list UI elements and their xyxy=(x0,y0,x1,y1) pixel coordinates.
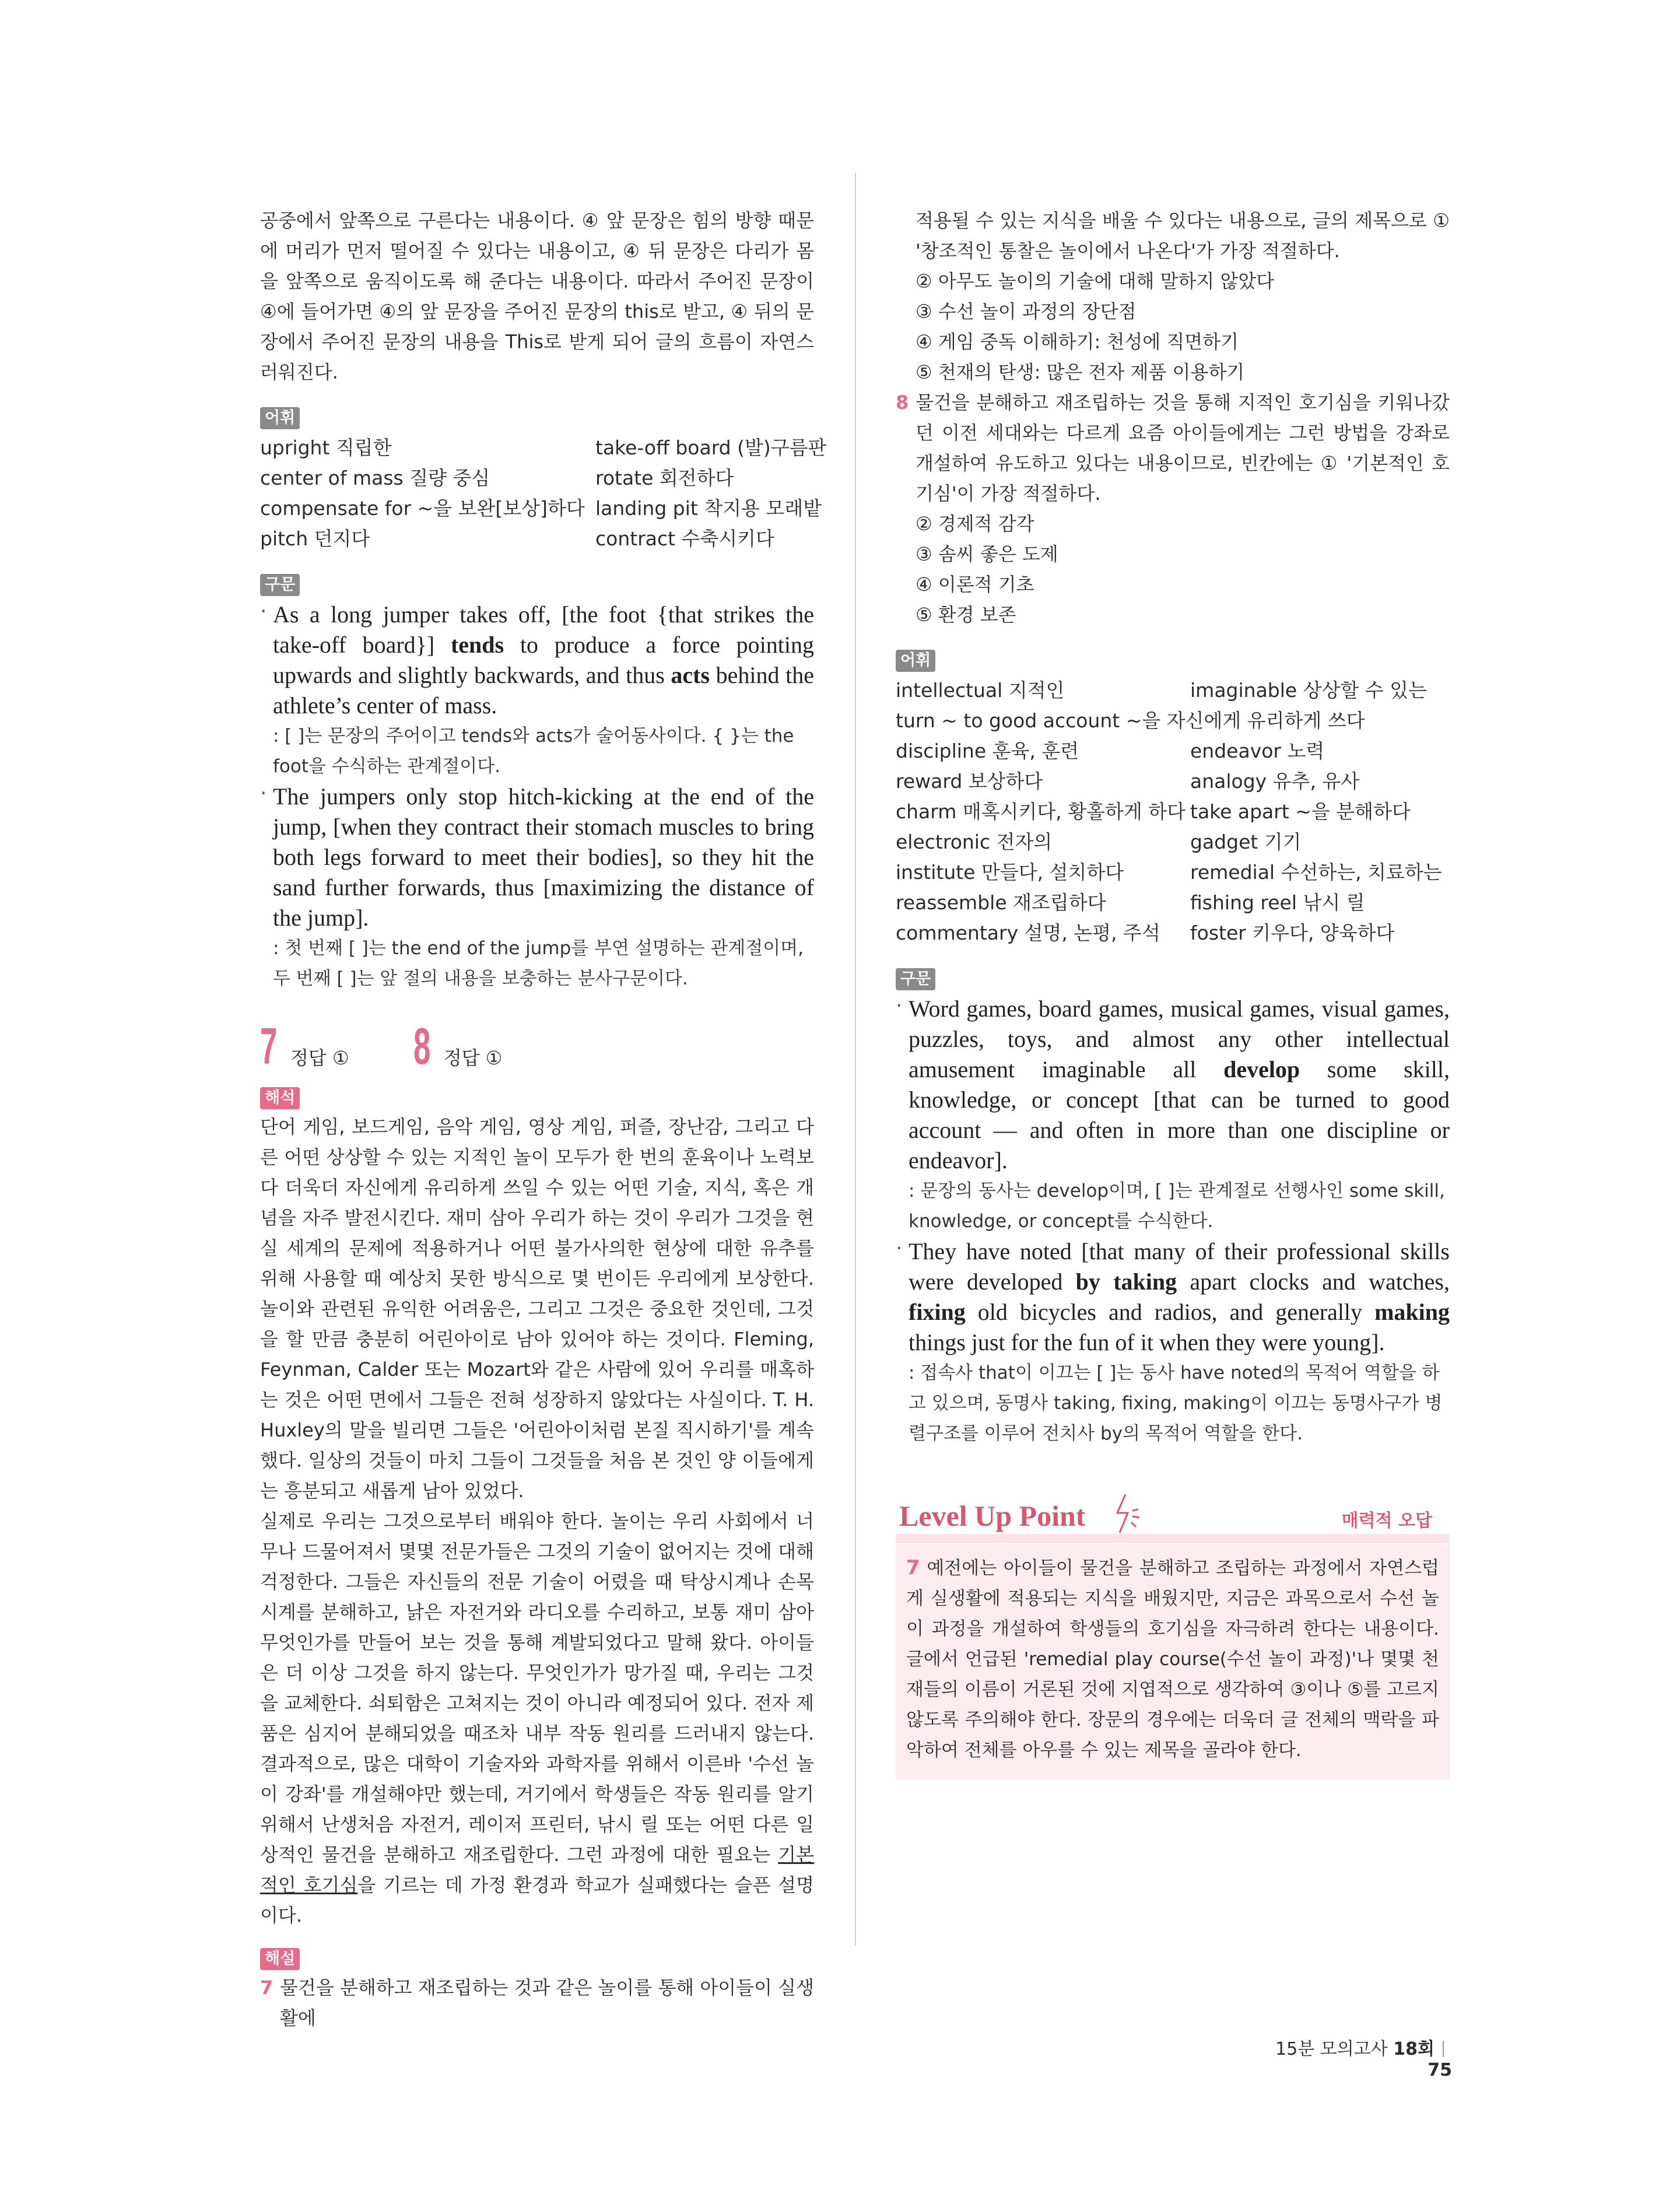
explanation-8: 8 물건을 분해하고 재조립하는 것을 통해 지적인 호기심을 키워나갔던 이전 세대와는 다르게 요즘 아이들에게는 그런 방법을 강좌로 개설하여 유도하고 있다는 내용이므로, 빈칸에는 ① '기본적인 호기심'이 가장 적절하다. xyxy=(896,387,1450,509)
translation-paragraph-2: 실제로 우리는 그것으로부터 배워야 한다. 놀이는 우리 사회에서 너무나 드물어져서 몇몇 전문가들은 그것의 기술이 없어지는 것에 대해 걱정한다. 그들은 자신들의 전문 기술이 어렸을 때 탁상시계나 손목시계를 분해하고, 낡은 자전거와 라디오를 수리하고, 보통 재미 삼아 무엇인가를 만들어 보는 것을 통해 계발되었다고 말해 왔다. 아이들은 더 이상 그것을 하지 않는다. 무엇인가가 망가질 때, 우리는 그것을 교체한다. 쇠퇴함은 고쳐지는 것이 아니라 예정되어 있다. 전자 제품은 심지어 분해되었을 때조차 내부 작동 원리를 드러내지 않는다. 결과적으로, 많은 대학이 기술자와 과학자를 위해서 이른바 '수선 놀이 강좌'를 개설해야만 했는데, 거기에서 학생들은 작동 원리를 알기 위해서 난생처음 자전거, 레이저 프린터, 낚시 릴 또는 어떤 다른 일상적인 물건을 분해하고 재조립한다. 그런 과정에 대한 필요는 기본적인 호기심을 기르는 데 가정 환경과 학교가 실패했다는 슬픈 설명이다. xyxy=(260,1510,814,1926)
choice-item: ② 아무도 놀이의 기술에 대해 말하지 않았다 xyxy=(916,270,1275,292)
vocab-item: endeavor 노력 xyxy=(1190,740,1325,762)
vocab-item: reassemble 재조립하다 xyxy=(896,891,1106,914)
vocab-item: remedial 수선하는, 치료하는 xyxy=(1190,861,1442,884)
syntax-sentence-2: · They have noted [that many of their professional skills were developed by taking apart clocks and watches, fixing old bicycles and radios, and generally making things just for the fun of it when they were young]. : 접속사 that이 이끄는 [ ]는 동사 have noted의 목적어 역할을 하고 있으며, 동명사 taking, fixing, making이 이끄는 동명사구가 병렬구조를 이루어 전치사 by의 목적어 역할을 한다. xyxy=(896,1236,1450,1449)
vocab-item: pitch 던지다 xyxy=(260,527,370,550)
question-number: 7 xyxy=(906,1556,920,1579)
explanation-7-continued: 적용될 수 있는 지식을 배울 수 있다는 내용으로, 글의 제목으로 ① '창조적인 통찰은 놀이에서 나온다'가 가장 적절하다. xyxy=(916,209,1450,262)
vocab-item: reward 보상하다 xyxy=(896,770,1043,793)
bullet-dot-icon: · xyxy=(896,1236,903,1260)
answer-number: 8 xyxy=(413,1017,431,1075)
vocab-item: imaginable 상상할 수 있는 xyxy=(1190,679,1427,702)
page-footer xyxy=(1254,2034,1452,2080)
vocab-item: center of mass 질량 중심 xyxy=(260,467,490,489)
vocab-item: fishing reel 낚시 릴 xyxy=(1190,891,1365,914)
bullet-dot-icon: · xyxy=(260,782,267,805)
vocab-item: institute 만들다, 설치하다 xyxy=(896,861,1124,884)
vocab-item: rotate 회전하다 xyxy=(595,467,734,489)
vocab-item: upright 직립한 xyxy=(260,436,392,459)
translation-tag: 해석 xyxy=(260,1087,300,1109)
left-column xyxy=(260,205,827,2033)
vocab-item: contract 수축시키다 xyxy=(595,527,774,550)
syntax-sentence-1: · Word games, board games, musical games, visual games, puzzles, toys, and almost any other intellectual amusement imaginable all develop some skill, knowledge, or concept [that can be turned to good account — and often in more than one discipline or endeavor]. : 문장의 동사는 develop이며, [ ]는 관계절로 선행사인 some skill, knowledge, or concept를 수식한다. xyxy=(896,994,1450,1236)
vocab-item: discipline 훈육, 훈련 xyxy=(896,740,1079,762)
level-up-bar xyxy=(896,1534,1450,1543)
answer-number: 7 xyxy=(260,1017,278,1075)
bullet-dot-icon: · xyxy=(896,994,903,1018)
vocab-item: take apart ~을 분해하다 xyxy=(1190,800,1411,823)
level-up-title: Level Up Point xyxy=(899,1499,1086,1532)
syntax-tag: 구문 xyxy=(896,968,935,990)
footer-round: 18회 xyxy=(1393,2039,1435,2059)
syntax-note: : 문장의 동사는 develop이며, [ ]는 관계절로 선행사인 some skill, knowledge, or concept를 수식한다. xyxy=(909,1180,1445,1232)
syntax-note: : 접속사 that이 이끄는 [ ]는 동사 have noted의 목적어 역할을 하고 있으며, 동명사 taking, fixing, making이 이끄는 동명사구가 병렬구조를 이루어 전치사 by의 목적어 역할을 한다. xyxy=(909,1362,1443,1444)
choice-item: ④ 게임 중독 이해하기: 천성에 직면하기 xyxy=(916,331,1239,353)
vocab-list xyxy=(896,675,1450,948)
choice-item: ③ 수선 놀이 과정의 장단점 xyxy=(916,300,1137,323)
level-up-side-label: 매력적 오답 xyxy=(1341,1511,1432,1531)
level-up-content: 7 예전에는 아이들이 물건을 분해하고 조립하는 과정에서 자연스럽게 실생활에 적용되는 지식을 배웠지만, 지금은 과목으로서 수선 놀이 과정을 개설하여 학생들의 호기심을 자극하려 한다는 내용이다. 글에서 언급된 'remedial play course(수선 놀이 과정)'나 몇몇 천재들의 이름이 거론된 것에 지엽적으로 생각하여 ③이나 ⑤를 고르지 않도록 주의해야 한다. 장문의 경우에는 더욱더 글 전체의 맥락을 파악하여 전체를 아우를 수 있는 제목을 골라야 한다. xyxy=(896,1544,1450,1779)
vocab-tag: 어휘 xyxy=(260,407,300,429)
vocab-item: charm 매혹시키다, 황홀하게 하다 xyxy=(896,800,1186,823)
footer-label: 15분 모의고사 xyxy=(1275,2039,1388,2059)
explanation-tag: 해설 xyxy=(260,1948,300,1970)
translation-paragraph-1: 단어 게임, 보드게임, 음악 게임, 영상 게임, 퍼즐, 장난감, 그리고 다른 어떤 상상할 수 있는 지적인 놀이 모두가 한 번의 훈육이나 노력보다 더욱더 자신에게 유리하게 쓰일 수 있는 어떤 기술, 지식, 혹은 개념을 자주 발전시킨다. 재미 삼아 우리가 하는 것이 우리가 그것을 현실 세계의 문제에 적용하거나 어떤 불가사의한 현상에 대한 유추를 위해 사용할 때 예상치 못한 방식으로 몇 번이든 우리에게 보상한다. 놀이와 관련된 유익한 어려움은, 그리고 그것은 중요한 것인데, 그것을 할 만큼 충분히 어린아이로 남아 있어야 하는 것이다. Fleming, Feynman, Calder 또는 Mozart와 같은 사람에 있어 우리를 매혹하는 것은 어떤 면에서 그들은 전혀 성장하지 않았다는 사실이다. T. H. Huxley의 말을 빌리면 그들은 '어린아이처럼 본질 직시하기'를 계속했다. 일상의 것들이 마치 그들이 그것들을 처음 본 것인 양 이들에게는 흥분되고 새롭게 남아 있었다. xyxy=(260,1116,814,1502)
choice-item: ④ 이론적 기초 xyxy=(916,573,1034,595)
answer-label: 정답 ① xyxy=(290,1047,349,1069)
vocab-item: gadget 기기 xyxy=(1190,831,1302,853)
vocab-item: analogy 유추, 유사 xyxy=(1190,770,1360,793)
underlined-answer: 기본적인 호기심 xyxy=(260,1844,814,1896)
vocab-item: foster 키우다, 양육하다 xyxy=(1190,921,1395,944)
vocab-item: intellectual 지적인 xyxy=(896,679,1065,702)
choice-item: ⑤ 천재의 탄생: 많은 전자 제품 이용하기 xyxy=(916,361,1245,383)
vocab-list xyxy=(260,433,827,554)
vocab-item: compensate for ~을 보완[보상]하다 xyxy=(260,497,585,520)
syntax-sentence-1: · As a long jumper takes off, [the foot {that strikes the take-off board}] tends to produce a force pointing upwards and slightly backwards, and thus acts behind the athlete’s center of mass. : [ ]는 문장의 주어이고 tends와 acts가 술어동사이다. { }는 the foot을 수식하는 관계절이다. xyxy=(260,600,814,782)
vocab-item: turn ~ to good account ~을 자신에게 유리하게 쓰다 xyxy=(896,709,1365,732)
syntax-note: : 첫 번째 [ ]는 the end of the jump를 부연 설명하는 관계절이며, 두 번째 [ ]는 앞 절의 내용을 보충하는 분사구문이다. xyxy=(273,938,804,989)
explanation-7: 7 물건을 분해하고 재조립하는 것과 같은 놀이를 통해 아이들이 실생활에 xyxy=(260,1972,814,2033)
column-divider xyxy=(855,173,856,1946)
footer-separator xyxy=(1443,2041,1444,2057)
choice-item: ⑤ 환경 보존 xyxy=(916,604,1016,626)
vocab-item: landing pit 착지용 모래밭 xyxy=(595,497,822,520)
choice-item: ③ 솜씨 좋은 도제 xyxy=(916,543,1058,565)
vocab-item: electronic 전자의 xyxy=(896,831,1053,853)
level-up-point xyxy=(896,1491,1450,1779)
bullet-dot-icon: · xyxy=(260,600,267,623)
answer-row xyxy=(260,1017,814,1075)
syntax-tag: 구문 xyxy=(260,574,300,596)
question-number: 7 xyxy=(260,1977,273,1999)
level-up-header xyxy=(896,1491,1450,1544)
right-column xyxy=(896,205,1450,1449)
vocab-item: commentary 설명, 논평, 주석 xyxy=(896,921,1160,944)
question-number: 8 xyxy=(896,391,909,414)
page-number: 75 xyxy=(1428,2060,1452,2080)
choice-item: ② 경제적 감각 xyxy=(916,513,1034,535)
lightning-icon xyxy=(1113,1493,1148,1534)
syntax-note: : [ ]는 문장의 주어이고 tends와 acts가 술어동사이다. { }는 the foot을 수식하는 관계절이다. xyxy=(273,726,794,777)
vocab-item: take-off board (발)구름판 xyxy=(595,436,827,459)
answer-label: 정답 ① xyxy=(443,1047,503,1069)
vocab-tag: 어휘 xyxy=(896,650,935,672)
intro-paragraph: 공중에서 앞쪽으로 구른다는 내용이다. ④ 앞 문장은 힘의 방향 때문에 머리가 먼저 떨어질 수 있다는 내용이고, ④ 뒤 문장은 다리가 몸을 앞쪽으로 움직이도록 해 준다는 내용이다. 따라서 주어진 문장이 ④에 들어가면 ④의 앞 문장을 주어진 문장의 this로 받고, ④ 뒤의 문장에서 주어진 문장의 내용을 This로 받게 되어 글의 흐름이 자연스러워진다. xyxy=(260,209,814,383)
syntax-sentence-2: · The jumpers only stop hitch-kicking at the end of the jump, [when they contract their stomach muscles to bring both legs forward to meet their bodies], so they hit the sand further forwards, thus [maximizing the distance of the jump]. : 첫 번째 [ ]는 the end of the jump를 부연 설명하는 관계절이며, 두 번째 [ ]는 앞 절의 내용을 보충하는 분사구문이다. xyxy=(260,782,814,994)
